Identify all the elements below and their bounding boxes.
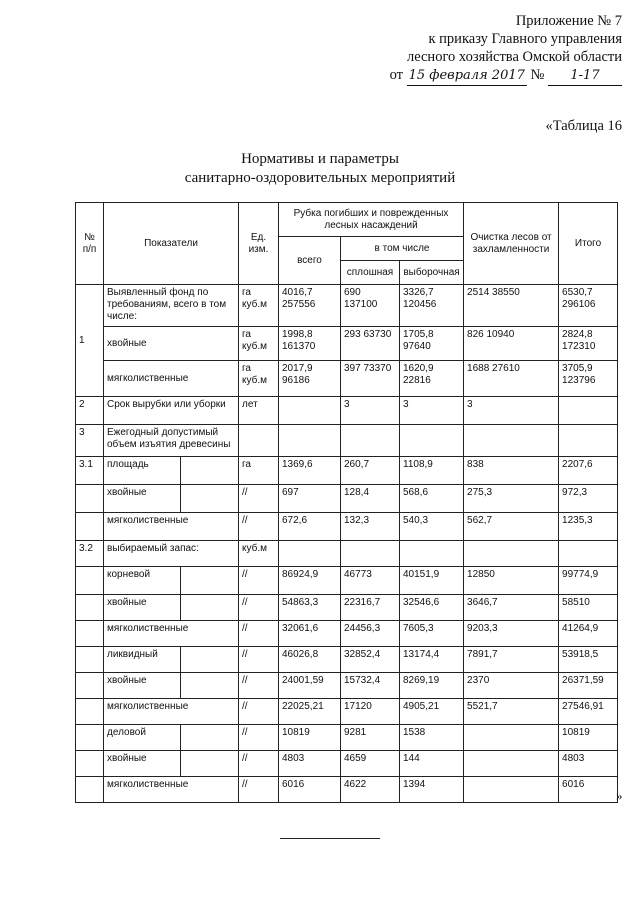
row-selective xyxy=(400,541,464,567)
row-felling-total xyxy=(279,397,341,425)
row-name-blank xyxy=(181,595,239,621)
row-selective: 32546,6 xyxy=(400,595,464,621)
row-felling-total: 54863,3 xyxy=(279,595,341,621)
table-row xyxy=(76,699,618,725)
row-selective: 1394 xyxy=(400,777,464,803)
row-name: хвойные xyxy=(104,751,181,777)
row-clear: 397 73370 xyxy=(341,361,400,397)
row-selective: 3326,7 120456 xyxy=(400,285,464,327)
row-name: хвойные xyxy=(104,673,181,699)
row-selective: 1620,9 22816 xyxy=(400,361,464,397)
row-clear xyxy=(341,425,400,457)
row-cleaning: 7891,7 xyxy=(464,647,559,673)
handwritten-date: 15 февраля 2017 xyxy=(407,67,527,86)
row-clear: 32852,4 xyxy=(341,647,400,673)
row-total xyxy=(559,397,618,425)
appendix-date-line xyxy=(390,66,622,86)
row-name-blank xyxy=(181,457,239,485)
row-cleaning xyxy=(464,541,559,567)
row-selective: 1108,9 xyxy=(400,457,464,485)
row-name: выбираемый запас: xyxy=(104,541,239,567)
row-name: корневой xyxy=(104,567,181,595)
row-name-blank xyxy=(181,647,239,673)
appendix-header xyxy=(390,12,622,86)
row-num xyxy=(76,513,104,541)
row-cleaning xyxy=(464,425,559,457)
row-clear: 17120 xyxy=(341,699,400,725)
table-row xyxy=(76,647,618,673)
row-cleaning: 562,7 xyxy=(464,513,559,541)
row-selective: 144 xyxy=(400,751,464,777)
row-selective: 1705,8 97640 xyxy=(400,327,464,361)
row-total: 10819 xyxy=(559,725,618,751)
row-total: 6016 xyxy=(559,777,618,803)
row-clear: 46773 xyxy=(341,567,400,595)
row-unit: // xyxy=(239,725,279,751)
row-felling-total xyxy=(279,425,341,457)
row-num xyxy=(76,567,104,595)
row-selective: 7605,3 xyxy=(400,621,464,647)
footer-line xyxy=(280,838,380,839)
header-felling-total: всего xyxy=(279,237,341,285)
row-clear: 4622 xyxy=(341,777,400,803)
row-clear: 4659 xyxy=(341,751,400,777)
row-felling-total: 1369,6 xyxy=(279,457,341,485)
row-selective: 13174,4 xyxy=(400,647,464,673)
row-clear: 9281 xyxy=(341,725,400,751)
row-felling-total: 2017,9 96186 xyxy=(279,361,341,397)
table-row xyxy=(76,485,618,513)
row-selective: 4905,21 xyxy=(400,699,464,725)
table-row xyxy=(76,595,618,621)
row-total xyxy=(559,541,618,567)
row-total: 3705,9 123796 xyxy=(559,361,618,397)
row-clear: 22316,7 xyxy=(341,595,400,621)
row-name: ликвидный xyxy=(104,647,181,673)
row-felling-total xyxy=(279,541,341,567)
header-cleaning: Очистка лесов от захламленности xyxy=(464,203,559,285)
row-name: Выявленный фонд по требованиям, всего в том числе: xyxy=(104,285,239,327)
title-line-1: Нормативы и параметры xyxy=(241,151,399,167)
row-felling-total: 10819 xyxy=(279,725,341,751)
row-total: 27546,91 xyxy=(559,699,618,725)
header-num: № п/п xyxy=(76,203,104,285)
row-unit: га xyxy=(239,457,279,485)
row-num xyxy=(76,751,104,777)
handwritten-number: 1-17 xyxy=(548,67,622,86)
row-name-blank xyxy=(181,673,239,699)
row-name: Срок вырубки или уборки xyxy=(104,397,239,425)
row-name-blank xyxy=(181,567,239,595)
row-selective: 3 xyxy=(400,397,464,425)
row-num: 3 xyxy=(76,425,104,457)
row-cleaning: 12850 xyxy=(464,567,559,595)
row-total: 26371,59 xyxy=(559,673,618,699)
header-clear: сплошная xyxy=(341,261,400,285)
table-row xyxy=(76,541,618,567)
row-total: 41264,9 xyxy=(559,621,618,647)
header-selective: выборочная xyxy=(400,261,464,285)
table-row xyxy=(76,425,618,457)
row-felling-total: 22025,21 xyxy=(279,699,341,725)
table-row xyxy=(76,621,618,647)
row-cleaning: 3646,7 xyxy=(464,595,559,621)
row-name: мягколиственные xyxy=(104,777,239,803)
table-label: «Таблица 16 xyxy=(545,118,622,134)
row-total: 972,3 xyxy=(559,485,618,513)
row-unit: куб.м xyxy=(239,541,279,567)
row-unit: // xyxy=(239,647,279,673)
row-clear: 3 xyxy=(341,397,400,425)
row-felling-total: 6016 xyxy=(279,777,341,803)
row-felling-total: 46026,8 xyxy=(279,647,341,673)
table-row xyxy=(76,777,618,803)
row-unit: га куб.м xyxy=(239,285,279,327)
row-total xyxy=(559,425,618,457)
row-name: Ежегодный допустимый объем изъятия древесины xyxy=(104,425,239,457)
table-row xyxy=(76,673,618,699)
row-felling-total: 4803 xyxy=(279,751,341,777)
row-clear xyxy=(341,541,400,567)
table-row xyxy=(76,457,618,485)
row-cleaning xyxy=(464,725,559,751)
row-num xyxy=(76,621,104,647)
row-clear: 260,7 xyxy=(341,457,400,485)
row-clear: 24456,3 xyxy=(341,621,400,647)
row-name: хвойные xyxy=(104,485,181,513)
row-name-blank xyxy=(181,485,239,513)
row-name: мягколиственные xyxy=(104,621,239,647)
row-felling-total: 672,6 xyxy=(279,513,341,541)
row-name: хвойные xyxy=(104,595,181,621)
row-cleaning: 2370 xyxy=(464,673,559,699)
header-felling: Рубка погибших и поврежденных лесных насаждений xyxy=(279,203,464,237)
document-title xyxy=(0,150,640,188)
table-row xyxy=(76,513,618,541)
row-total: 6530,7 296106 xyxy=(559,285,618,327)
row-felling-total: 4016,7 257556 xyxy=(279,285,341,327)
row-selective: 1538 xyxy=(400,725,464,751)
row-unit: // xyxy=(239,567,279,595)
row-num xyxy=(76,647,104,673)
row-num: 3.2 xyxy=(76,541,104,567)
header-indicators: Показатели xyxy=(104,203,239,285)
row-unit: // xyxy=(239,513,279,541)
row-selective: 8269,19 xyxy=(400,673,464,699)
row-name: мягколиственные xyxy=(104,699,239,725)
row-total: 99774,9 xyxy=(559,567,618,595)
table-row xyxy=(76,567,618,595)
row-total: 53918,5 xyxy=(559,647,618,673)
row-cleaning: 2514 38550 xyxy=(464,285,559,327)
row-selective: 568,6 xyxy=(400,485,464,513)
row-name: мягколиственные xyxy=(104,513,239,541)
row-num: 3.1 xyxy=(76,457,104,485)
row-total: 1235,3 xyxy=(559,513,618,541)
row-cleaning: 1688 27610 xyxy=(464,361,559,397)
table-row xyxy=(76,327,618,361)
row-total: 2207,6 xyxy=(559,457,618,485)
row-total: 4803 xyxy=(559,751,618,777)
row-name-blank xyxy=(181,725,239,751)
norms-table xyxy=(75,202,618,803)
row-selective xyxy=(400,425,464,457)
table-row xyxy=(76,725,618,751)
row-unit xyxy=(239,425,279,457)
table-row xyxy=(76,397,618,425)
row-unit: // xyxy=(239,595,279,621)
row-cleaning: 9203,3 xyxy=(464,621,559,647)
row-num xyxy=(76,595,104,621)
header-including: в том числе xyxy=(341,237,464,261)
row-unit: га куб.м xyxy=(239,361,279,397)
row-unit: га куб.м xyxy=(239,327,279,361)
table-row xyxy=(76,751,618,777)
row-unit: // xyxy=(239,699,279,725)
end-mark: » xyxy=(616,788,623,803)
appendix-line-2: к приказу Главного управления xyxy=(428,31,622,47)
row-unit: // xyxy=(239,621,279,647)
appendix-line-3: лесного хозяйства Омской области xyxy=(406,49,622,65)
row-unit: // xyxy=(239,673,279,699)
row-clear: 128,4 xyxy=(341,485,400,513)
row-unit: // xyxy=(239,777,279,803)
row-num xyxy=(76,777,104,803)
row-name: деловой xyxy=(104,725,181,751)
title-line-2: санитарно-оздоровительных мероприятий xyxy=(184,170,456,186)
row-selective: 540,3 xyxy=(400,513,464,541)
row-selective: 40151,9 xyxy=(400,567,464,595)
row-cleaning xyxy=(464,777,559,803)
row-clear: 690 137100 xyxy=(341,285,400,327)
row-num xyxy=(76,673,104,699)
row-cleaning: 3 xyxy=(464,397,559,425)
row-unit: // xyxy=(239,485,279,513)
row-num xyxy=(76,725,104,751)
header-total: Итого xyxy=(559,203,618,285)
number-label: № xyxy=(530,67,545,83)
row-name: площадь xyxy=(104,457,181,485)
row-total: 58510 xyxy=(559,595,618,621)
row-num xyxy=(76,699,104,725)
row-name: мягколиственные xyxy=(104,361,239,397)
row-num: 2 xyxy=(76,397,104,425)
row-unit: // xyxy=(239,751,279,777)
row-cleaning xyxy=(464,751,559,777)
row-cleaning: 275,3 xyxy=(464,485,559,513)
row-felling-total: 32061,6 xyxy=(279,621,341,647)
row-num: 1 xyxy=(76,285,104,397)
from-label: от xyxy=(389,67,403,83)
table-row xyxy=(76,285,618,327)
row-clear: 132,3 xyxy=(341,513,400,541)
row-name-blank xyxy=(181,751,239,777)
header-unit: Ед. изм. xyxy=(239,203,279,285)
appendix-line-1: Приложение № 7 xyxy=(515,13,622,29)
row-cleaning: 838 xyxy=(464,457,559,485)
row-cleaning: 826 10940 xyxy=(464,327,559,361)
row-total: 2824,8 172310 xyxy=(559,327,618,361)
row-felling-total: 86924,9 xyxy=(279,567,341,595)
row-felling-total: 697 xyxy=(279,485,341,513)
row-felling-total: 24001,59 xyxy=(279,673,341,699)
row-cleaning: 5521,7 xyxy=(464,699,559,725)
row-clear: 293 63730 xyxy=(341,327,400,361)
row-felling-total: 1998,8 161370 xyxy=(279,327,341,361)
row-num xyxy=(76,485,104,513)
row-name: хвойные xyxy=(104,327,239,361)
table-row xyxy=(76,361,618,397)
row-clear: 15732,4 xyxy=(341,673,400,699)
row-unit: лет xyxy=(239,397,279,425)
